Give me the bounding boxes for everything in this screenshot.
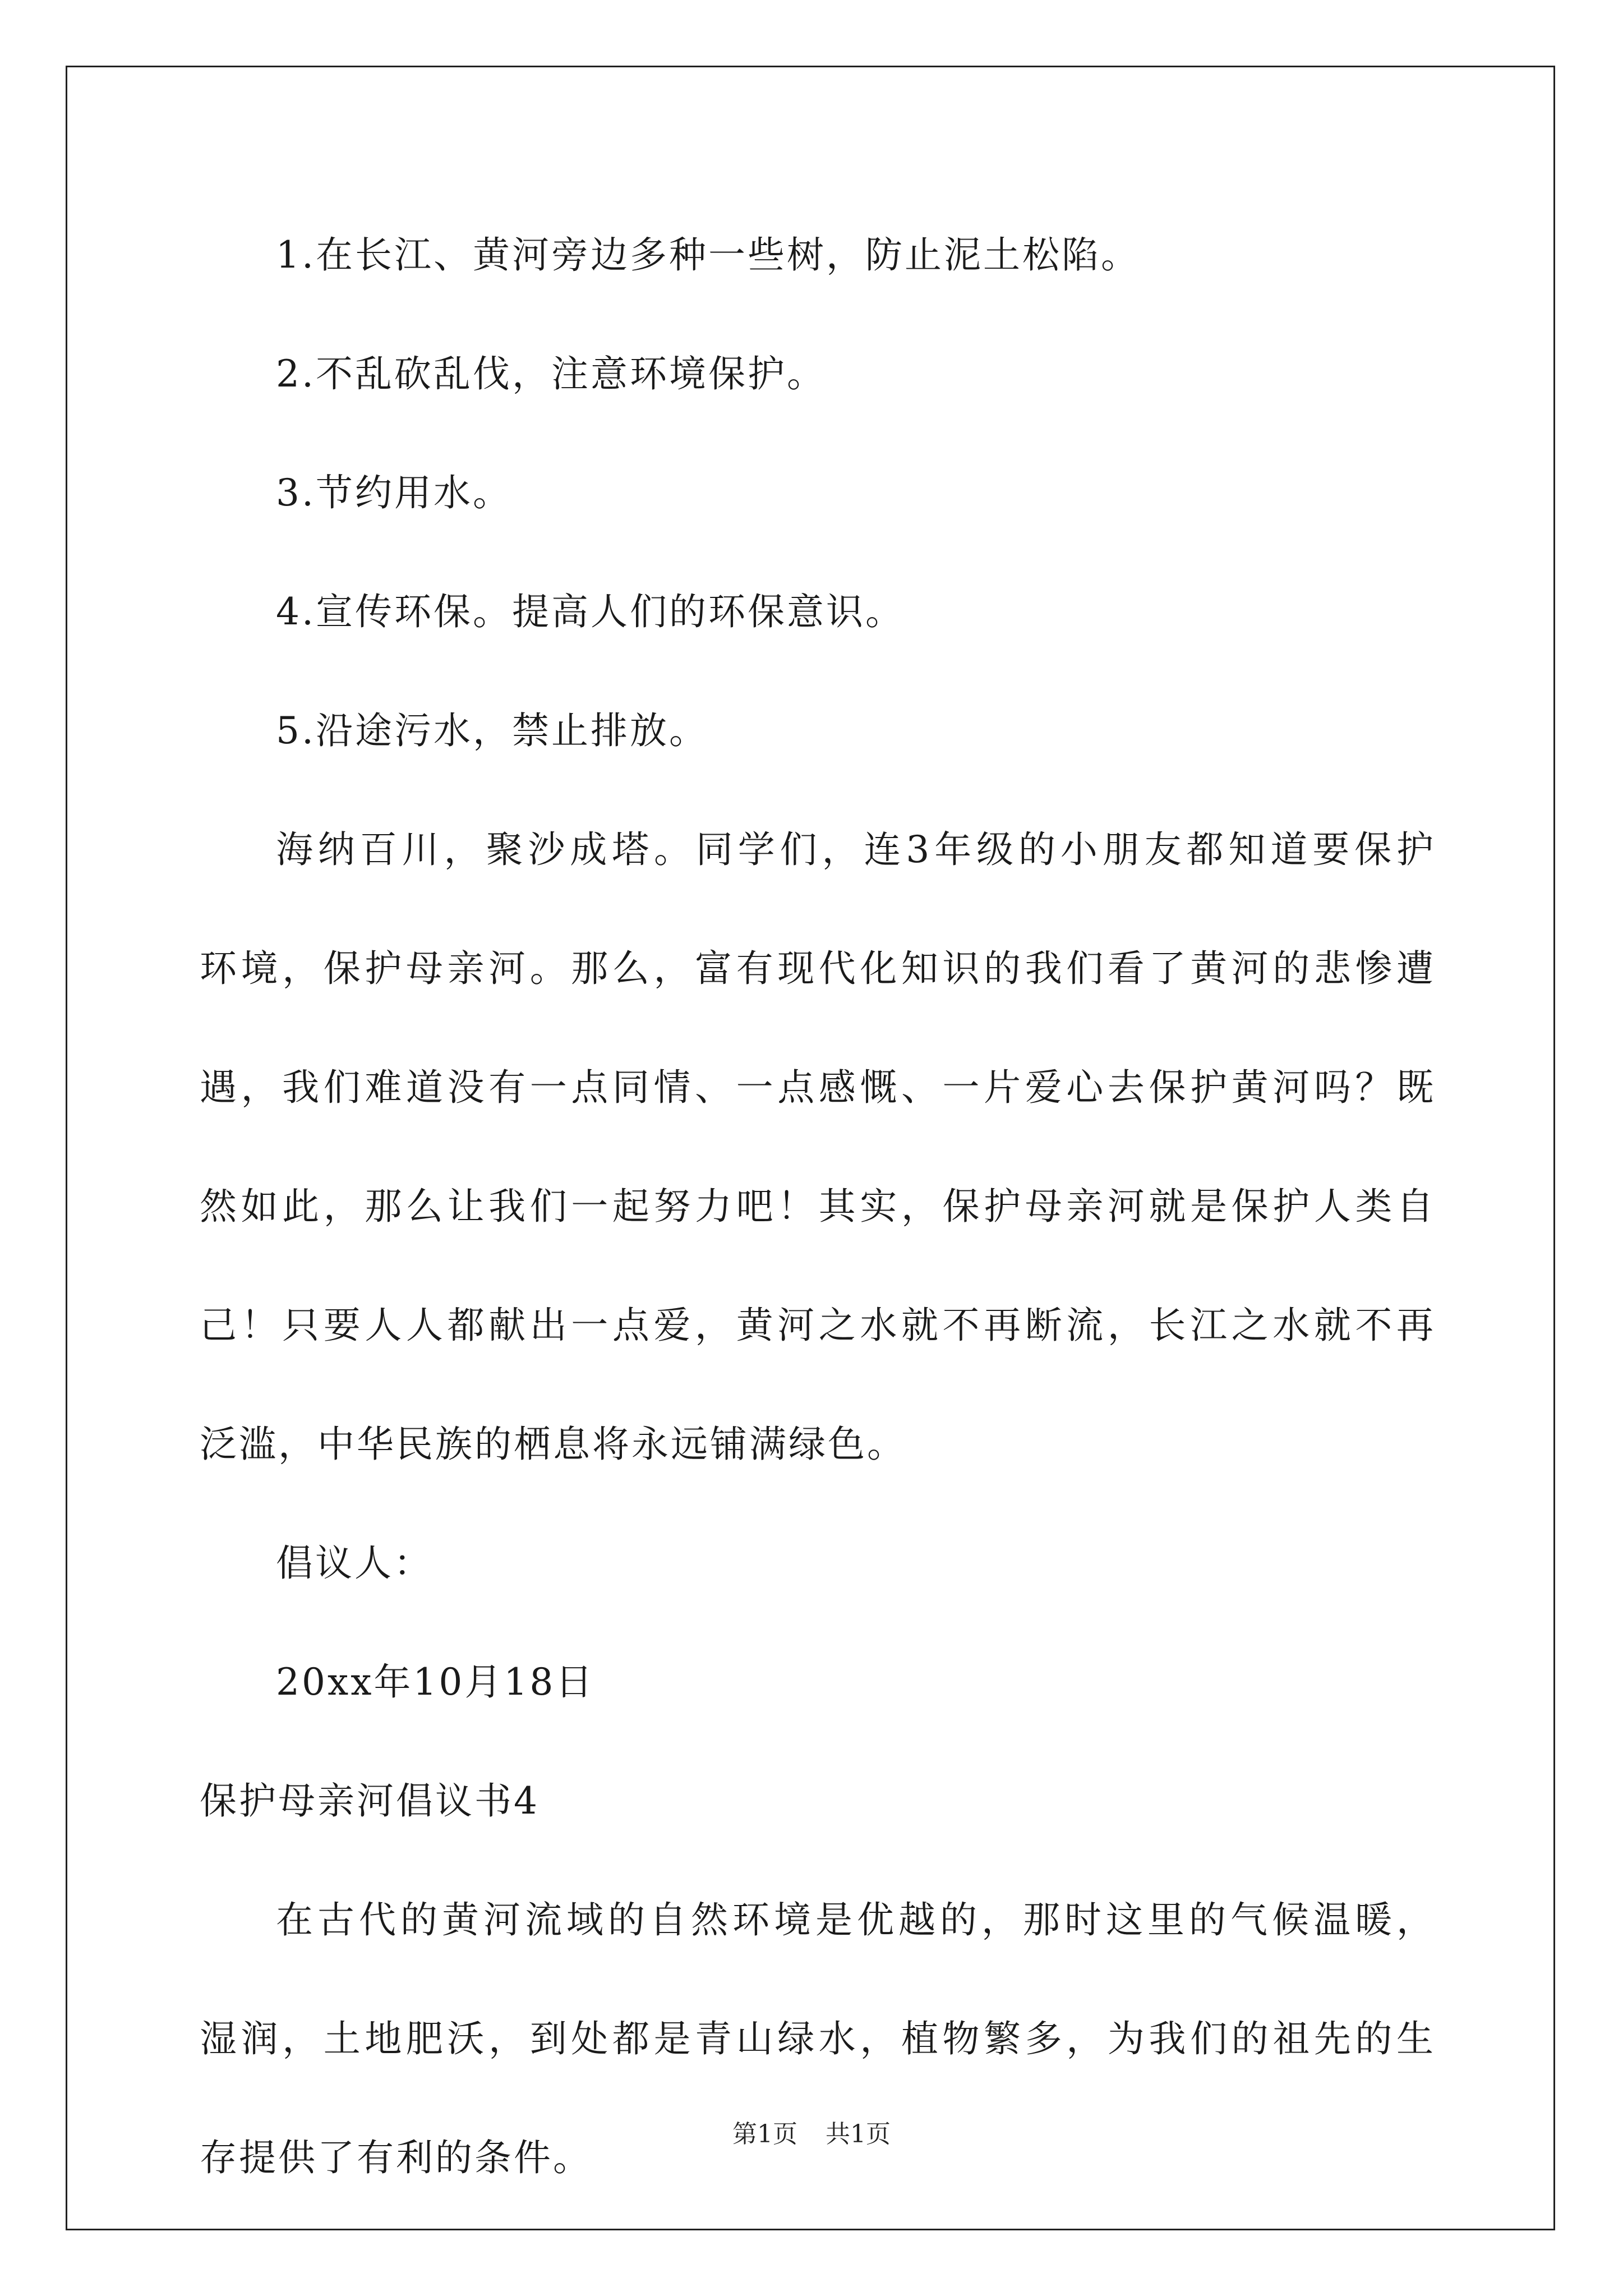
section-title: 保护母亲河倡议书4 xyxy=(200,1779,540,1823)
paragraph-line: 存提供了有利的条件。 xyxy=(200,2136,592,2179)
paragraph-line: 环境，保护母亲河。那么，富有现代化知识的我们看了黄河的悲惨遭 xyxy=(200,947,1433,990)
list-item-3: 3.节约用水。 xyxy=(276,471,512,514)
page-footer xyxy=(0,2118,1623,2151)
paragraph-line: 遇，我们难道没有一点同情、一点感慨、一片爱心去保护黄河吗？既 xyxy=(200,1066,1433,1109)
date-line: 20xx年10月18日 xyxy=(276,1660,595,1704)
paragraph-line: 然如此，那么让我们一起努力吧！其实，保护母亲河就是保护人类自 xyxy=(200,1185,1433,1228)
list-item-2: 2.不乱砍乱伐，注意环境保护。 xyxy=(276,352,826,395)
total-pages: 共1页 xyxy=(826,2120,891,2148)
paragraph-line: 湿润，土地肥沃，到处都是青山绿水，植物繁多，为我们的祖先的生 xyxy=(200,2017,1433,2060)
list-item-5: 5.沿途污水，禁止排放。 xyxy=(276,709,708,752)
paragraph-line: 己！只要人人都献出一点爱，黄河之水就不再断流，长江之水就不再 xyxy=(200,1304,1433,1347)
list-item-4: 4.宣传环保。提高人们的环保意识。 xyxy=(276,590,905,633)
paragraph-line: 在古代的黄河流域的自然环境是优越的，那时这里的气候温暖， xyxy=(276,1898,1433,1941)
initiator-label: 倡议人： xyxy=(276,1542,433,1585)
paragraph-line: 泛滥，中华民族的栖息将永远铺满绿色。 xyxy=(200,1423,906,1466)
paragraph-line: 海纳百川，聚沙成塔。同学们，连3年级的小朋友都知道要保护 xyxy=(276,828,1433,871)
list-item-1: 1.在长江、黄河旁边多种一些树，防止泥土松陷。 xyxy=(276,233,1140,277)
page-number: 第1页 xyxy=(732,2120,797,2148)
